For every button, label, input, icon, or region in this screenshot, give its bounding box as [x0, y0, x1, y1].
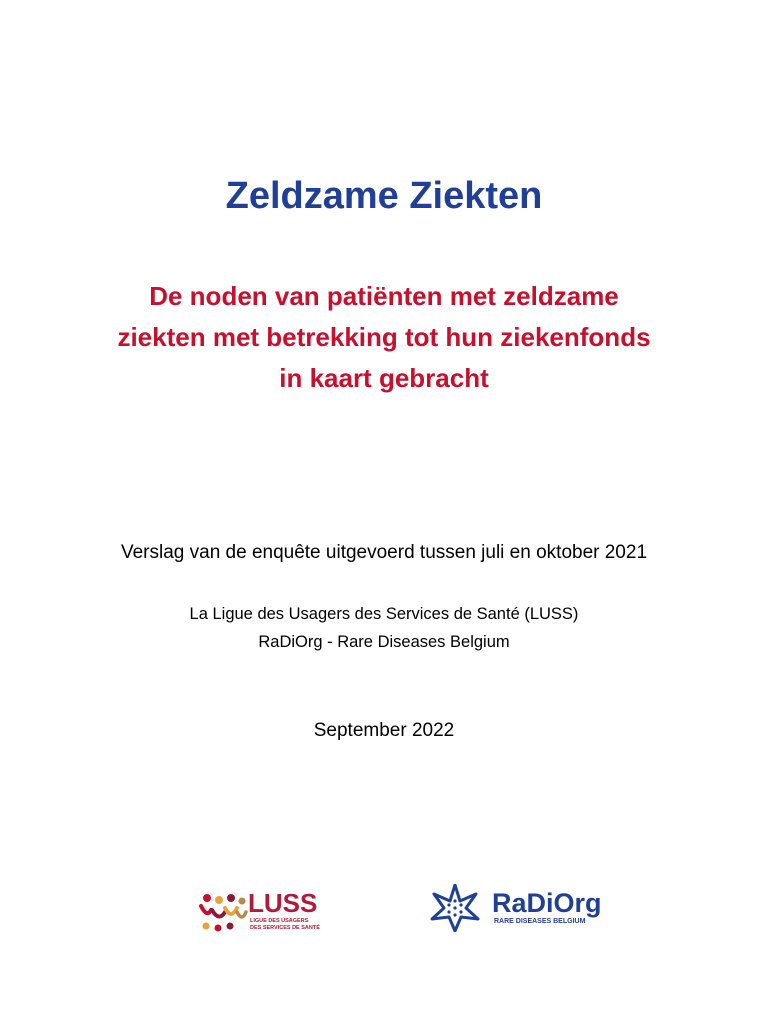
luss-tagline-line: LIGUE DES USAGERS	[250, 918, 309, 924]
luss-people-icon	[198, 892, 248, 934]
radiorg-star-icon	[430, 884, 480, 932]
luss-logo-text: LUSS	[248, 888, 318, 918]
luss-logo	[198, 886, 320, 938]
publication-date: September 2022	[313, 720, 455, 741]
organization-radiorg: RaDiOrg - Rare Diseases Belgium	[258, 633, 510, 651]
subtitle-line: in kaart gebracht	[279, 363, 489, 393]
radiorg-logo	[430, 882, 600, 934]
document-title: Zeldzame Ziekten	[225, 175, 543, 217]
subtitle-line: De noden van patiënten met zeldzame	[149, 281, 619, 311]
radiorg-logo-tagline: RARE DISEASES BELGIUM	[494, 918, 586, 925]
organization-list	[0, 600, 768, 656]
luss-tagline-line: DES SERVICES DE SANTÉ	[250, 924, 320, 931]
organization-luss: La Ligue des Usagers des Services de Santé (LUSS)	[189, 605, 579, 623]
radiorg-logo-text: RaDiOrg	[492, 888, 602, 918]
subtitle-line: ziekten met betrekking tot hun ziekenfonds	[117, 322, 651, 352]
document-subtitle	[40, 276, 728, 399]
luss-logo-tagline	[250, 918, 320, 931]
report-description: Verslag van de enquête uitgevoerd tussen juli en oktober 2021	[120, 542, 648, 563]
